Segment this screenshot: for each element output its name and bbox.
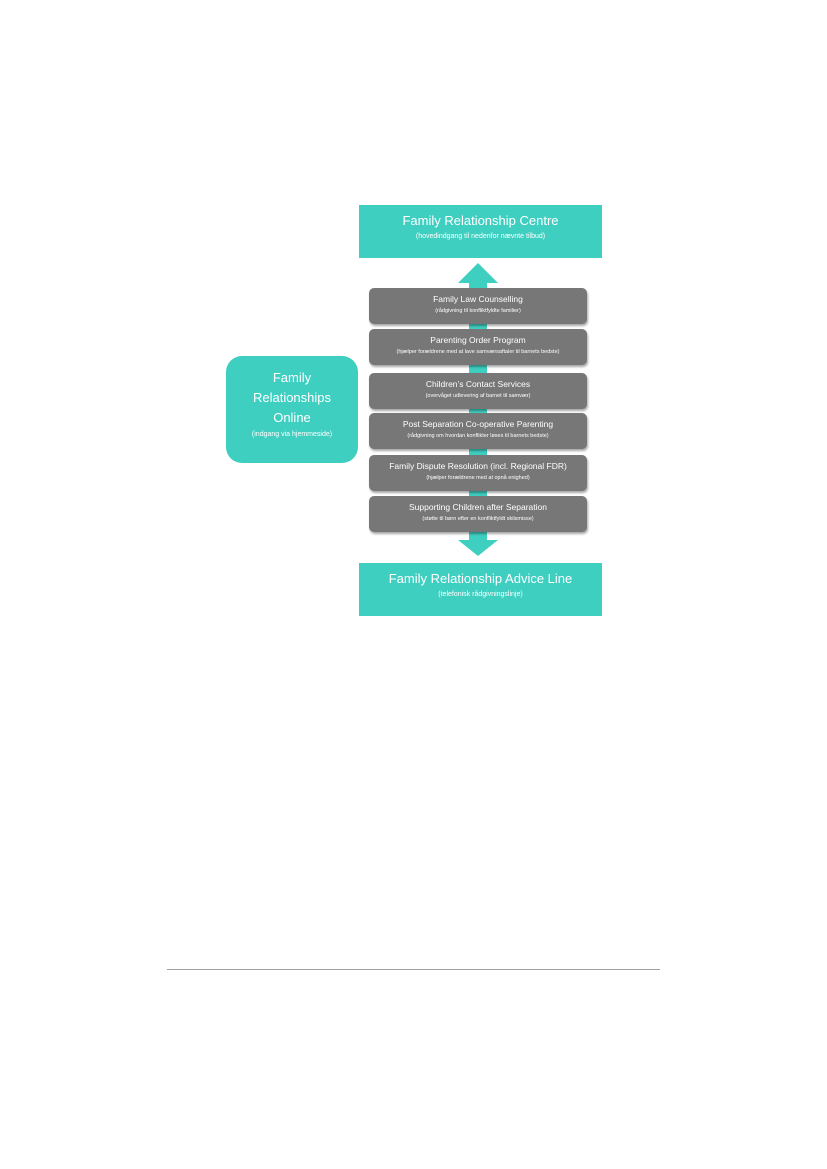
service-subtitle: (hjælper forældrene med at opnå enighed): [426, 475, 530, 481]
online-title-line-1: Family: [272, 370, 312, 385]
service-title: Family Dispute Resolution (incl. Regional FDR): [389, 461, 567, 471]
service-family-dispute-resolution: [369, 455, 587, 491]
centre-title: Family Relationship Centre: [402, 213, 559, 228]
service-title: Children’s Contact Services: [425, 379, 531, 389]
service-title: Post Separation Co-operative Parenting: [402, 419, 554, 429]
service-title: Family Law Counselling: [433, 294, 523, 304]
service-title: Supporting Children after Separation: [409, 502, 547, 512]
online-title-line-3: Online: [273, 410, 311, 425]
online-title-line-2: Relationships: [252, 390, 332, 405]
service-subtitle: (hjælper forældrene med at lave samværsaftaler til barnets bedste): [396, 349, 560, 355]
service-family-law-counselling: [369, 288, 587, 324]
family-relationships-online-box: [226, 356, 358, 463]
advice-line-title: Family Relationship Advice Line: [388, 571, 573, 586]
family-relationship-centre-box: [359, 205, 602, 258]
service-subtitle: (rådgivning til konfliktfyldte familier): [435, 308, 521, 314]
family-relationship-advice-line-box: [359, 563, 602, 616]
advice-line-subtitle: (telefonisk rådgivningslinje): [438, 591, 523, 598]
service-subtitle: (rådgivning om hvordan konflikter løses til barnets bedste): [407, 433, 549, 439]
online-subtitle: (indgang via hjemmeside): [251, 431, 333, 438]
service-subtitle: (overvåget udlevering af barnet til samvær): [425, 393, 531, 399]
service-post-separation-parenting: [369, 413, 587, 449]
arrow-up-head: [458, 263, 498, 290]
service-childrens-contact-services: [369, 373, 587, 409]
service-title: Parenting Order Program: [430, 335, 526, 345]
footnote-separator: [167, 969, 660, 970]
service-supporting-children: [369, 496, 587, 532]
service-parenting-order-program: [369, 329, 587, 365]
arrow-down-head: [458, 534, 498, 556]
service-subtitle: (støtte til børn efter en konfliktfyldt skilsmisse): [422, 516, 534, 522]
centre-subtitle: (hovedindgang til nedenfor nævnte tilbud): [415, 233, 546, 240]
